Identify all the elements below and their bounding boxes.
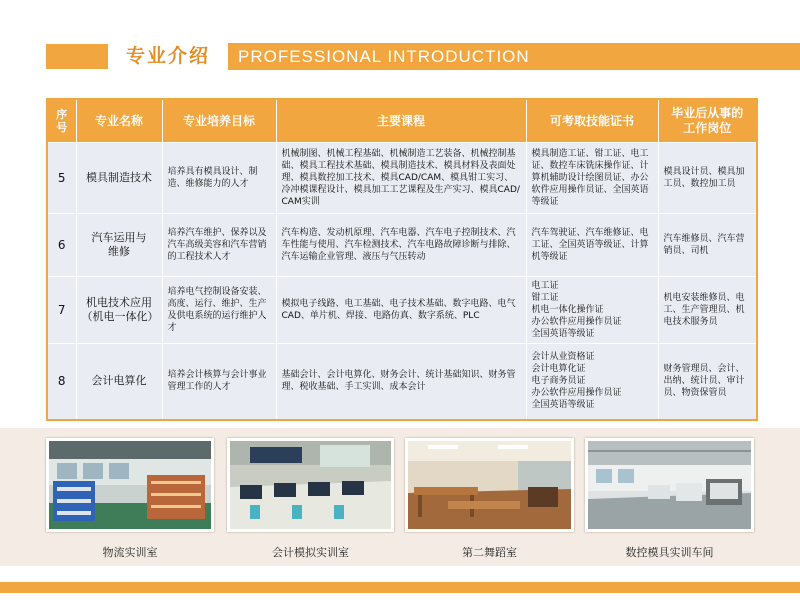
warehouse-image [49,441,211,529]
program-courses: 汽车构造、发动机原理、汽车电器、汽车电子控制技术、汽车性能与使用、汽车检测技术、汽车电路故障诊断与排除、汽车运输企业管理、液压与气压转动 [276,214,526,277]
header-name: 专业名称 [76,99,162,143]
program-goal: 培养具有模具设计、制造、维修能力的人才 [162,143,276,214]
row-number: 7 [47,277,76,344]
program-name: 汽车运用与维修 [76,214,162,277]
program-jobs: 汽车维修员、汽车营销员、司机 [658,214,757,277]
section-title-cn: 专业介绍 [125,45,210,67]
program-name: 会计电算化 [76,344,162,420]
program-jobs: 财务管理员、会计、出纳、统计员、审计员、物资保管员 [658,344,757,420]
program-courses: 机械制图、机械工程基础、机械制造工艺装备、机械控制基础、模具工程技术基础、模具制造技术、模具材料及表面处理、模具数控加工技术、模具CAD/CAM、模具钳工实习、冷冲模课程设计、模具加工工艺课程及生产实习、模具CAD/CAM实训 [276,143,526,214]
footer-bar [0,582,800,593]
table-row [47,277,757,344]
program-goal: 培养会计核算与会计事业管理工作的人才 [162,344,276,420]
photo-logistics-lab [46,438,214,532]
header-courses: 主要课程 [276,99,526,143]
photo-caption: 数控模具实训车间 [625,546,714,559]
program-name: 机电技术应用（机电一体化） [76,277,162,344]
program-certs: 会计从业资格证 会计电算化证 电子商务员证 办公软件应用操作员证 全国英语等级证 [526,344,658,420]
program-courses: 模拟电子线路、电工基础、电子技术基础、数字电路、电气CAD、单片机、焊接、电路仿真、数字系统、PLC [276,277,526,344]
program-goal: 培养汽车维护、保养以及汽车高级美容和汽车营销的工程技术人才 [162,214,276,277]
workshop-image [588,441,751,529]
program-goal: 培养电气控制设备安装、高度、运行、维护、生产及供电系统的运行维护人才 [162,277,276,344]
program-jobs: 模具设计员、模具加工员、数控加工员 [658,143,757,214]
header-seq: 序号 [47,99,76,143]
photo-accounting-lab [227,438,394,532]
header-goal: 专业培养目标 [162,99,276,143]
table-row [47,143,757,214]
program-courses: 基础会计、会计电算化、财务会计、统计基础知识、财务管理、税收基础、手工实训、成本会计 [276,344,526,420]
photo-caption: 会计模拟实训室 [272,546,349,559]
program-name: 模具制造技术 [76,143,162,214]
program-table [46,98,758,421]
header-certs: 可考取技能证书 [526,99,658,143]
program-certs: 模具制造工证、钳工证、电工证、数控车床铣床操作证、计算机辅助设计绘图员证、办公软件应用操作员证、全国英语等级证 [526,143,658,214]
table-header-row [47,99,757,143]
computer-lab-image [230,441,391,529]
table-row [47,214,757,277]
table-row [47,344,757,420]
photo-caption: 第二舞蹈室 [462,546,517,559]
photo-dance-room [405,438,574,532]
photo-cnc-workshop [585,438,754,532]
section-title-en: PROFESSIONAL INTRODUCTION [228,43,800,70]
program-certs: 汽车驾驶证、汽车维修证、电工证、全国英语等级证、计算机等级证 [526,214,658,277]
header-orange-block [46,44,108,69]
program-certs: 电工证 钳工证 机电一体化操作证 办公软件应用操作员证 全国英语等级证 [526,277,658,344]
header-jobs: 毕业后从事的工作岗位 [658,99,757,143]
row-number: 5 [47,143,76,214]
row-number: 8 [47,344,76,420]
dance-room-image [408,441,571,529]
row-number: 6 [47,214,76,277]
photo-caption: 物流实训室 [102,546,158,559]
program-jobs: 机电安装维修员、电工、生产管理员、机电技术服务员 [658,277,757,344]
